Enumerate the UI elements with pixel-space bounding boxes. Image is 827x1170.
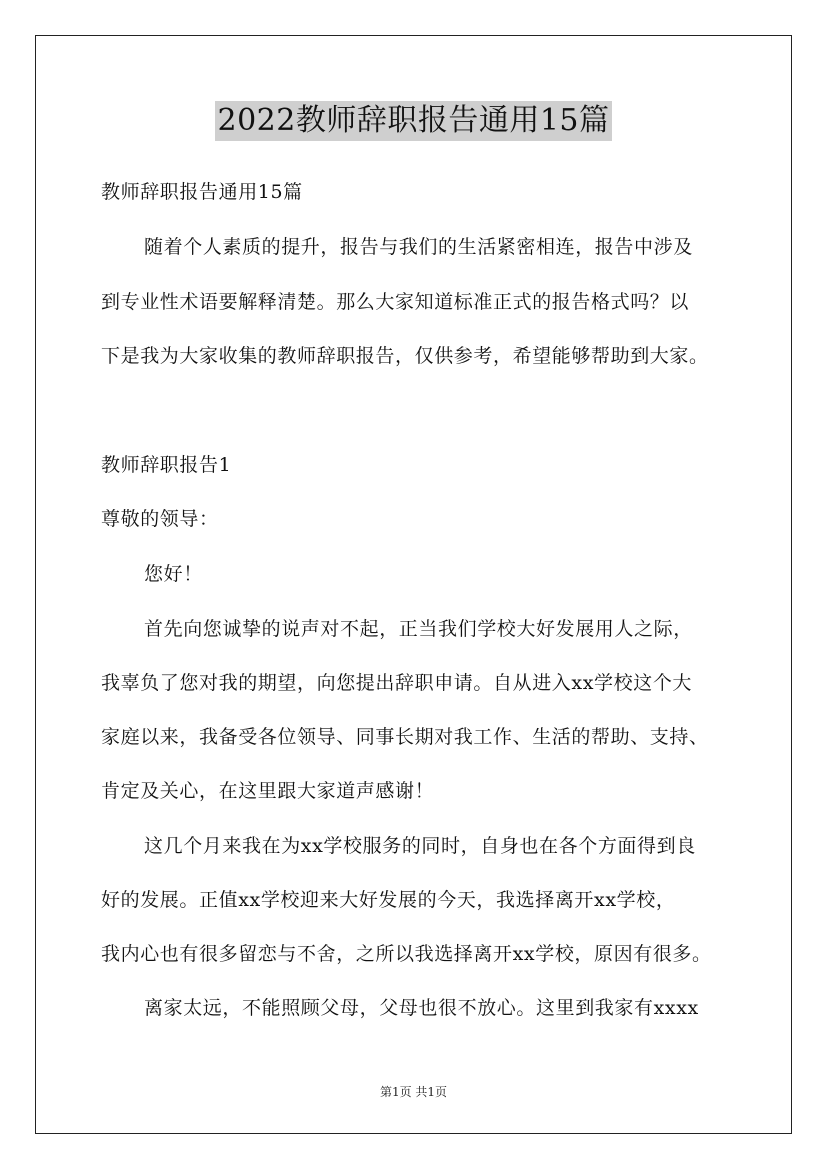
paragraph-line: 肯定及关心，在这里跟大家道声感谢！: [101, 780, 435, 802]
paragraph-line: 到专业性术语要解释清楚。那么大家知道标准正式的报告格式吗？以: [101, 291, 690, 313]
paragraph-line: 随着个人素质的提升，报告与我们的生活紧密相连，报告中涉及: [144, 236, 693, 258]
paragraph-line: 这几个月来我在为xx学校服务的同时，自身也在各个方面得到良: [144, 835, 696, 857]
greeting-line: 您好！: [144, 563, 203, 585]
salutation-line: 尊敬的领导：: [101, 508, 219, 530]
subtitle-line: 教师辞职报告通用15篇: [101, 181, 303, 203]
paragraph-line: 好的发展。正值xx学校迎来大好发展的今天，我选择离开xx学校，: [101, 889, 676, 911]
paragraph-line: 家庭以来，我备受各位领导、同事长期对我工作、生活的帮助、支持、: [101, 726, 709, 748]
paragraph-line: 我辜负了您对我的期望，向您提出辞职申请。自从进入xx学校这个大: [101, 672, 693, 694]
paragraph-line: 首先向您诚挚的说声对不起，正当我们学校大好发展用人之际，: [144, 618, 693, 640]
page-footer: 第1页 共1页: [379, 1085, 448, 1099]
title-container: [0, 101, 827, 141]
paragraph-line: 下是我为大家收集的教师辞职报告，仅供参考，希望能够帮助到大家。: [101, 345, 709, 367]
section-heading: 教师辞职报告1: [101, 454, 232, 476]
document-title: 2022教师辞职报告通用15篇: [215, 101, 611, 141]
paragraph-line: 我内心也有很多留恋与不舍，之所以我选择离开xx学校，原因有很多。: [101, 943, 712, 965]
paragraph-line: 离家太远，不能照顾父母，父母也很不放心。这里到我家有xxxx: [144, 997, 699, 1019]
